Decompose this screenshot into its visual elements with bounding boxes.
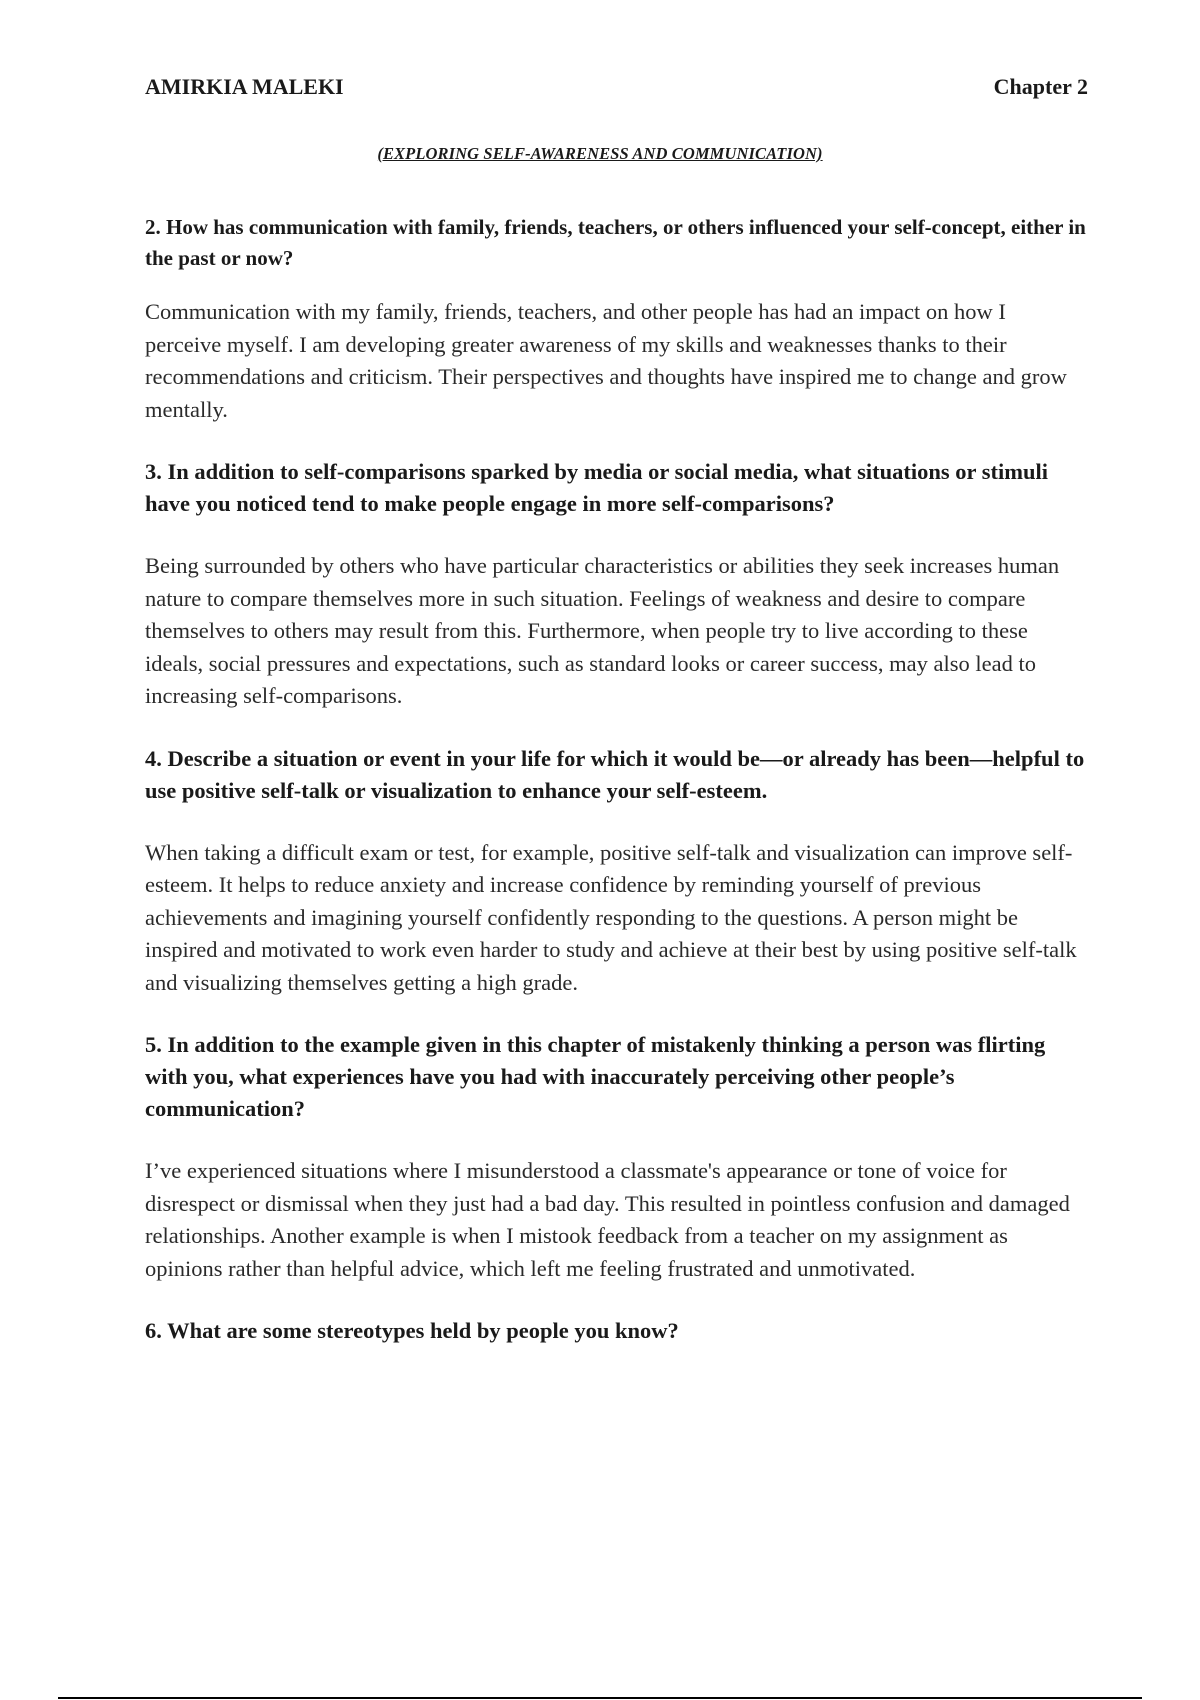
footer-divider [58,1697,1142,1699]
question-2: 2. How has communication with family, friends, teachers, or others influenced your self-concept, either in the past or now? [145,215,1086,270]
question-4: 4. Describe a situation or event in your life for which it would be—or already has been—helpful to use positive self-talk or visualization to enhance your self-esteem. [145,745,1085,803]
answer-2: Communication with my family, friends, teachers, and other people has had an impact on how I perceive myself. I am developing greater awareness of my skills and weaknesses thanks to their recommendations and criticism. Their perspectives and thoughts have inspired me to change and grow mentally. [145,299,1067,422]
question-6: 6. What are some stereotypes held by people you know? [145,1318,679,1343]
chapter-label: Chapter 2 [993,74,1088,99]
question-3: 3. In addition to self-comparisons sparked by media or social media, what situations or stimuli have you noticed tend to make people engage in more self-comparisons? [145,459,1048,516]
page-header [145,74,1088,100]
document-body [145,212,1087,1347]
answer-4: When taking a difficult exam or test, for example, positive self-talk and visualization can improve self-esteem. It helps to reduce anxiety and increase confidence by reminding yourself of previous achievements and imagining yourself confidently responding to the questions. A person might be inspired and motivated to work even harder to study and achieve at their best by using positive self-talk and visualizing themselves getting a high grade. [145,839,1077,995]
answer-5: I’ve experienced situations where I misunderstood a classmate's appearance or tone of voice for disrespect or dismissal when they just had a bad day. This resulted in pointless confusion and damaged relationships. Another example is when I mistook feedback from a teacher on my assignment as opinions rather than helpful advice, which left me feeling frustrated and unmotivated. [145,1158,1070,1281]
answer-3: Being surrounded by others who have particular characteristics or abilities they seek increases human nature to compare themselves more in such situation. Feelings of weakness and desire to compare themselves to others may result from this. Furthermore, when people try to live according to these ideals, social pressures and expectations, such as standard looks or career success, may also lead to increasing self-comparisons. [145,553,1060,708]
document-subtitle: (EXPLORING SELF-AWARENESS AND COMMUNICATION) [377,144,823,163]
question-5: 5. In addition to the example given in this chapter of mistakenly thinking a person was flirting with you, what experiences have you had with inaccurately perceiving other people’s communication? [145,1032,1046,1121]
author-name: AMIRKIA MALEKI [145,74,344,99]
